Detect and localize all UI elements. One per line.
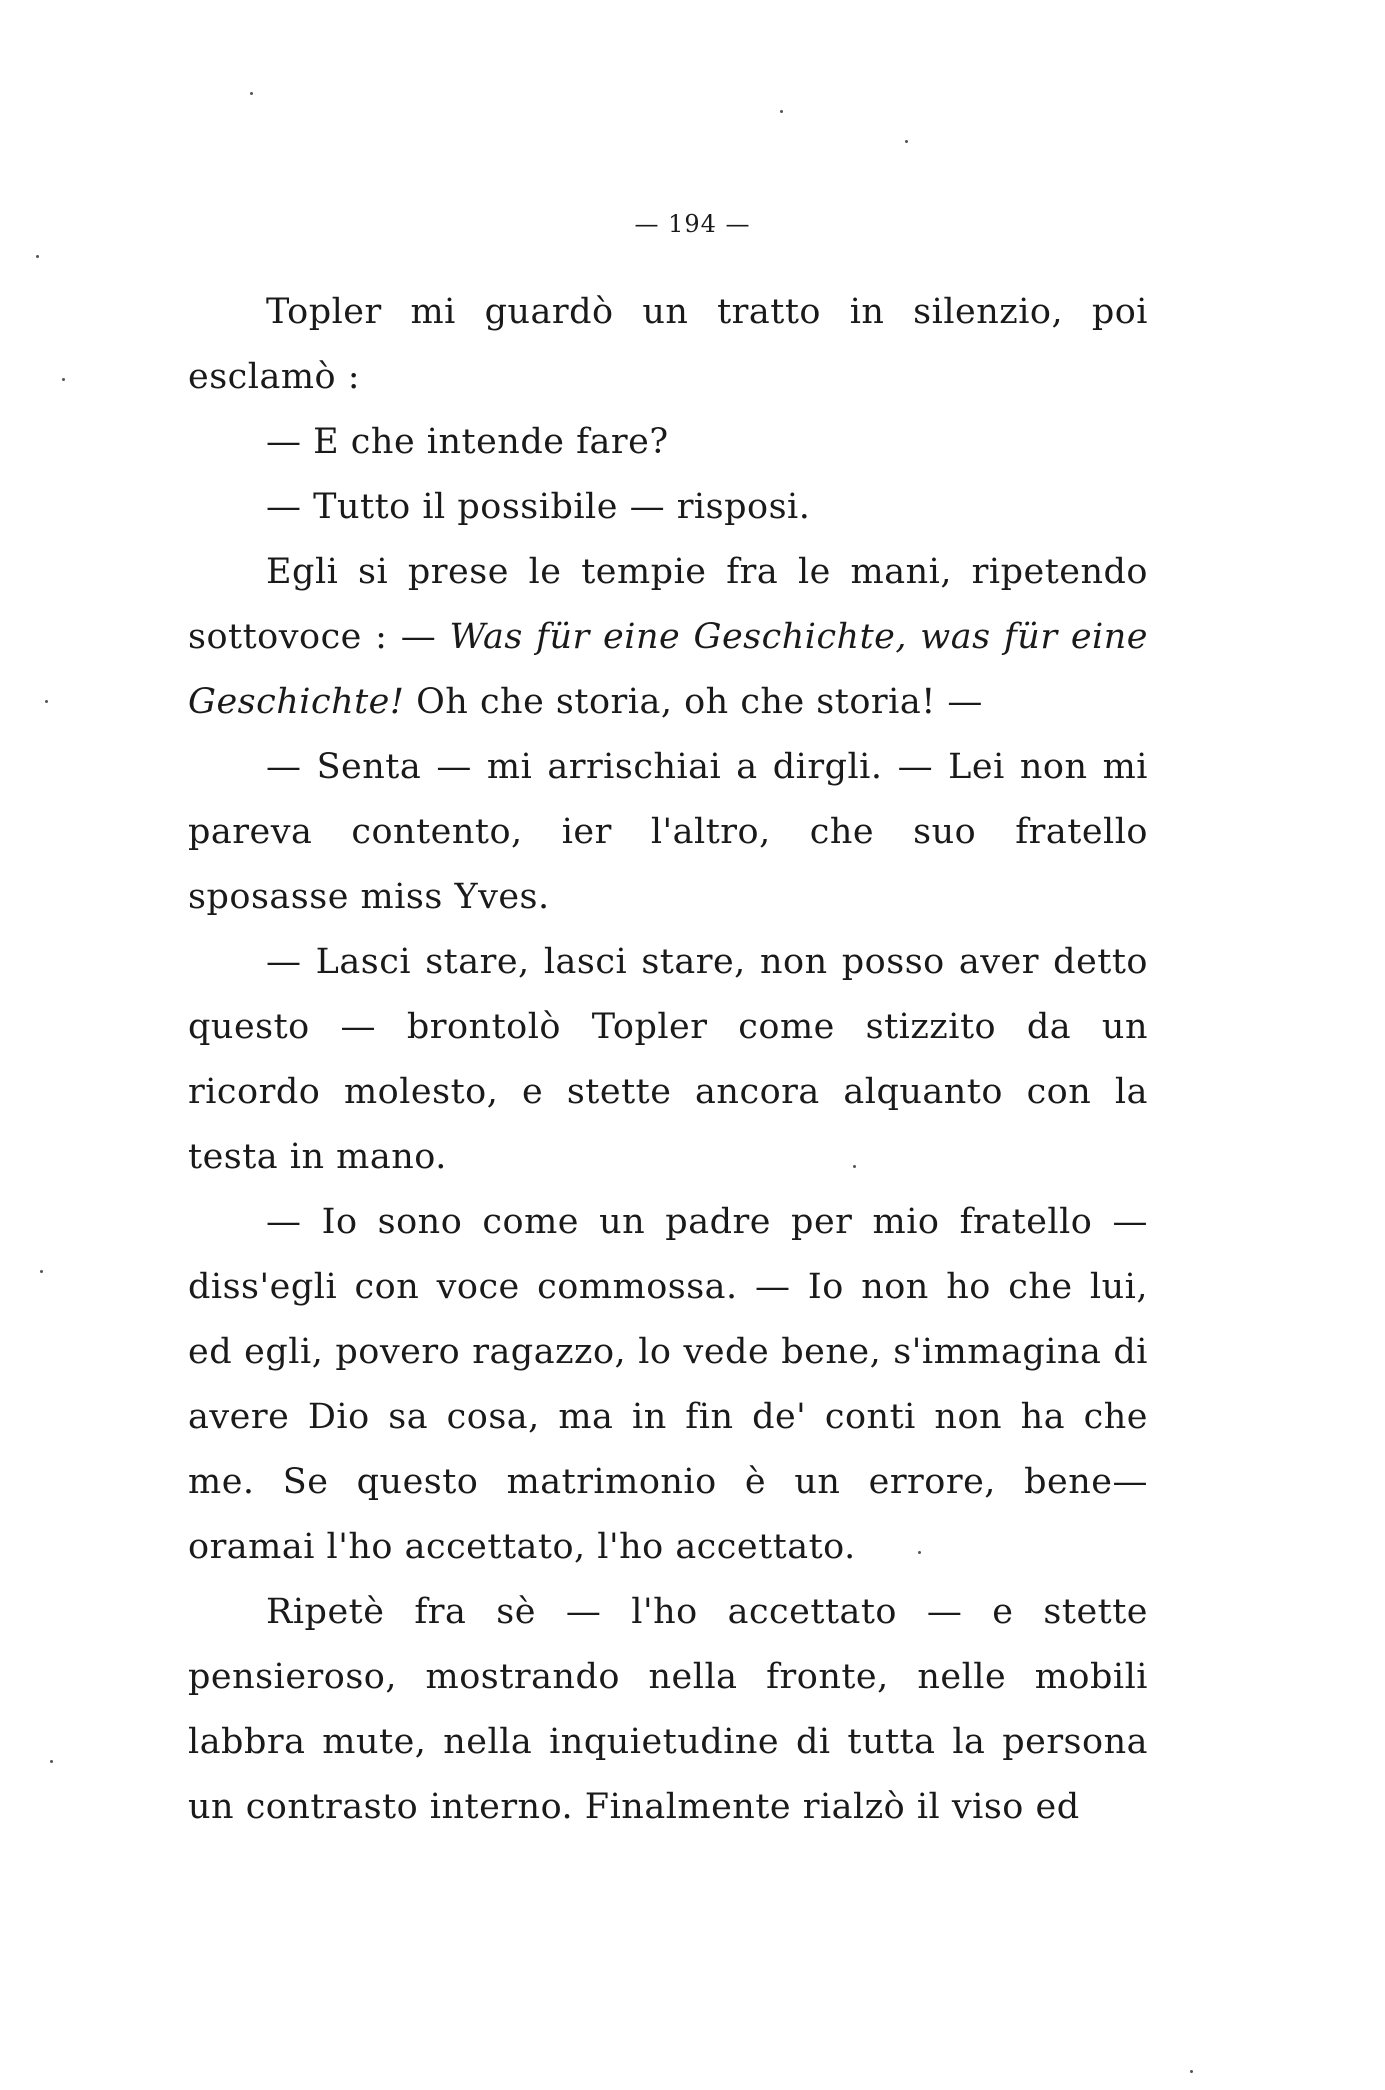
paragraph: — Senta — mi arrischiai a dirgli. — Lei non mi pareva contento, ier l'altro, che suo fratello sposasse miss Yves. [188,747,1148,917]
scan-speck [62,378,65,381]
paragraph: — E che intende fare? [266,422,669,462]
scan-speck [780,110,783,113]
paragraph [188,540,1148,735]
paragraph-text: Egli si prese le tempie fra le mani, ripetendo sottovoce : — [188,552,1148,657]
scan-speck [250,92,253,95]
scan-speck [853,1165,856,1168]
paragraph: Topler mi guardò un tratto in silenzio, poi esclamò : [188,292,1148,397]
paragraph: — Io sono come un padre per mio fratello — diss'egli con voce commossa. — Io non ho che lui, ed egli, povero ragazzo, lo vede bene, s'immagina di avere Dio sa cosa, ma in fin de' conti non ha che me. Se questo matrimonio è un errore, bene— oramai l'ho accettato, l'ho accettato. [188,1202,1148,1567]
scan-speck [905,140,908,143]
paragraph: — Tutto il possibile — risposi. [266,487,811,527]
scan-speck [40,1270,43,1273]
scan-speck [36,255,39,258]
scan-speck [45,700,48,703]
scan-speck [50,1760,53,1763]
paragraph: Ripetè fra sè — l'ho accettato — e stette pensieroso, mostrando nella fronte, nelle mobili labbra mute, nella inquietudine di tutta la persona un contrasto interno. Finalmente rialzò il viso ed [188,1592,1148,1827]
paragraph: — Lasci stare, lasci stare, non posso aver detto questo — brontolò Topler come stizzito da un ricordo molesto, e stette ancora alquanto con la testa in mano. [188,942,1148,1177]
page-body [188,280,1148,1840]
page-number: — 194 — [634,210,751,238]
scan-speck [918,1551,921,1554]
german-quote: Was für eine Geschichte, was für eine Geschichte! [188,617,1148,722]
scan-speck [1190,2070,1193,2073]
paragraph-text: Oh che storia, oh che storia! — [404,682,983,722]
